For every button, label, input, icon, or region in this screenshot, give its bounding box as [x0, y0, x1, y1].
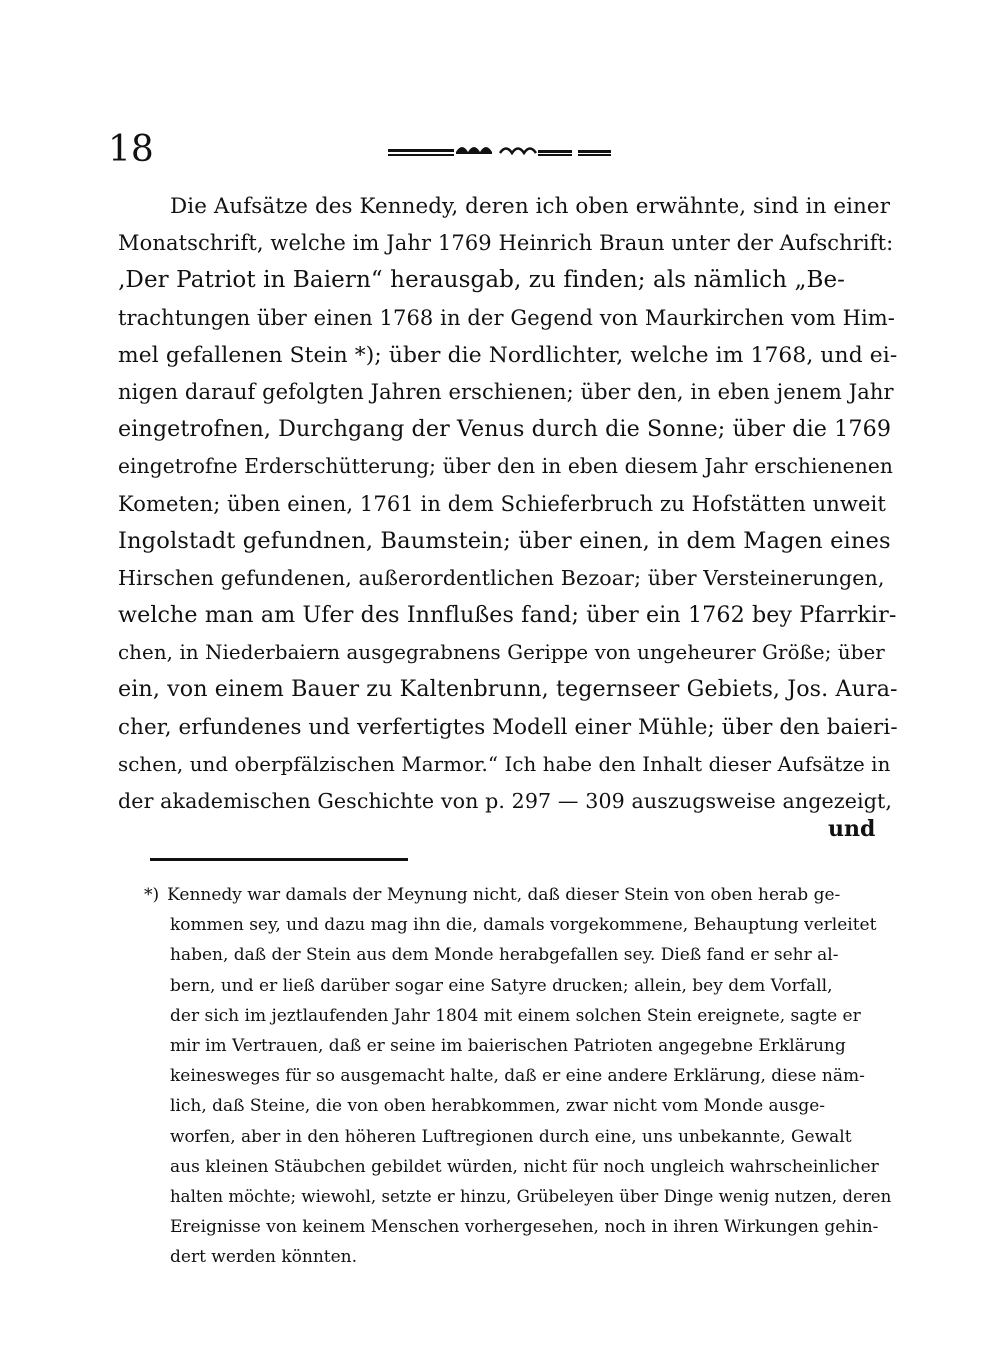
- text-line: mel gefallenen Stein *); über die Nordlichter, welche im 1768, und ei-: [118, 342, 898, 368]
- text-line: chen, in Niederbaiern ausgegrabnens Gerippe von ungeheurer Größe; über: [118, 641, 885, 665]
- text-line: welche man am Ufer des Innflußes fand; über ein 1762 bey Pfarrkir-: [118, 602, 897, 629]
- footnote: [144, 880, 894, 1272]
- footnote-line: der sich im jeztlaufenden Jahr 1804 mit einem solchen Stein ereignete, sagte er: [170, 1005, 861, 1026]
- footnote-line: halten möchte; wiewohl, setzte er hinzu, Grübeleyen über Dinge wenig nutzen, deren: [170, 1186, 892, 1206]
- text-line: Kometen; üben einen, 1761 in dem Schieferbruch zu Hofstätten unweit: [118, 491, 886, 516]
- text-line: trachtungen über einen 1768 in der Gegend von Maurkirchen vom Him-: [118, 305, 896, 330]
- footnote-line: keinesweges für so ausgemacht halte, daß er eine andere Erklärung, diese näm-: [170, 1066, 865, 1087]
- footnote-line: Ereignisse von keinem Menschen vorhergesehen, noch in ihren Wirkungen gehin-: [170, 1217, 879, 1238]
- text-line: ein, von einem Bauer zu Kaltenbrunn, tegernseer Gebiets, Jos. Aura-: [118, 676, 898, 703]
- footnote-line: haben, daß der Stein aus dem Monde herabgefallen sey. Dieß fand er sehr al-: [170, 945, 839, 966]
- text-line: Ingolstadt gefundnen, Baumstein; über einen, in dem Magen eines: [118, 527, 891, 554]
- footnote-marker: *): [144, 885, 160, 905]
- text-line: schen, und oberpfälzischen Marmor.“ Ich habe den Inhalt dieser Aufsätze in: [118, 752, 891, 776]
- header-ornament: [388, 138, 613, 160]
- main-text: [118, 188, 898, 820]
- footnote-line: bern, und er ließ darüber sogar eine Satyre drucken; allein, bey dem Vorfall,: [170, 975, 833, 996]
- footnote-divider: [150, 858, 408, 861]
- footnote-line: mir im Vertrauen, daß er seine im baierischen Patrioten angegebne Erklärung: [170, 1035, 846, 1056]
- text-line: eingetrofne Erderschütterung; über den in eben diesem Jahr erschienenen: [118, 454, 893, 479]
- footnote-line: worfen, aber in den höheren Luftregionen durch eine, uns unbekannte, Gewalt: [170, 1126, 852, 1147]
- text-line: nigen darauf gefolgten Jahren erschienen; über den, in eben jenem Jahr: [118, 379, 894, 404]
- catchword: und: [828, 816, 876, 842]
- text-line: der akademischen Geschichte von p. 297 — 309 auszugsweise angezeigt,: [118, 789, 893, 813]
- text-line: eingetrofnen, Durchgang der Venus durch die Sonne; über die 1769: [118, 416, 892, 443]
- footnote-line: aus kleinen Stäubchen gebildet würden, nicht für noch ungleich wahrscheinlicher: [170, 1156, 879, 1177]
- text-line: Die Aufsätze des Kennedy, deren ich oben erwähnte, sind in einer: [170, 194, 891, 219]
- footnote-line: dert werden könnten.: [170, 1247, 358, 1268]
- text-line: Hirschen gefundenen, außerordentlichen Bezoar; über Versteinerungen,: [118, 565, 885, 590]
- text-line: cher, erfundenes und verfertigtes Modell einer Mühle; über den baieri-: [118, 714, 898, 740]
- page-number: 18: [108, 129, 154, 170]
- text-line: Monatschrift, welche im Jahr 1769 Heinrich Braun unter der Aufschrift:: [118, 231, 894, 256]
- footnote-line: kommen sey, und dazu mag ihn die, damals vorgekommene, Behauptung verleitet: [170, 915, 877, 936]
- footnote-line: *) Kennedy war damals der Meynung nicht, daß dieser Stein von oben herab ge-: [144, 885, 841, 905]
- footnote-line: lich, daß Steine, die von oben herabkommen, zwar nicht vom Monde ausge-: [170, 1096, 826, 1117]
- text-line: ‚Der Patriot in Baiern“ herausgab, zu finden; als nämlich „Be-: [118, 267, 846, 294]
